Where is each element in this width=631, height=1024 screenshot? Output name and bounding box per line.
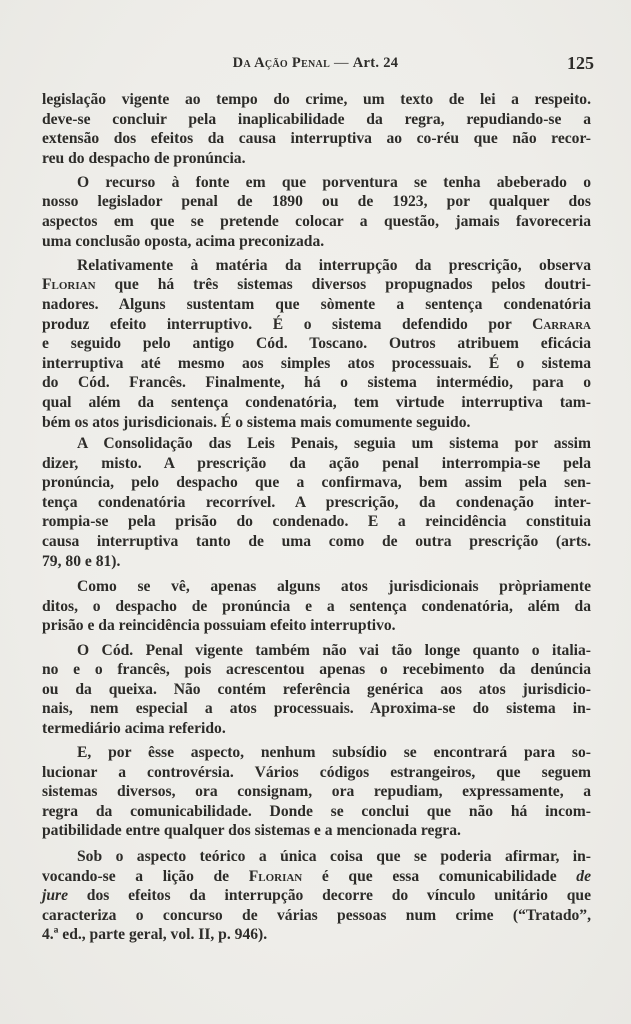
text-line: tença condenatória recorrível. A prescrição, da condenação inter- — [42, 493, 591, 511]
paragraph-8 — [42, 847, 591, 945]
text-line: nadores. Alguns sustentam que sòmente a sentença condenatória — [42, 295, 591, 313]
text-line: causa interruptiva tanto de uma como de outra prescrição (arts. — [42, 533, 591, 551]
text-line: patibilidade entre qualquer dos sistemas e a mencionada regra. — [42, 822, 461, 840]
latin-term: de — [576, 867, 591, 885]
author-name-florian: Florian — [42, 276, 96, 294]
text-line: deve-se concluir pela inaplicabilidade da regra, repudiando-se a — [42, 110, 591, 128]
text-line: no e o francês, pois acrescentou apenas o recebimento da denúncia — [42, 661, 591, 679]
text-line: lucionar a controvérsia. Vários códigos estrangeiros, que seguem — [42, 763, 591, 781]
text-line: aspectos em que se pretende colocar a questão, jamais favoreceria — [42, 213, 591, 231]
paragraph-1 — [42, 90, 591, 168]
paragraph-7 — [42, 743, 591, 841]
text-line: O Cód. Penal vigente também não vai tão longe quanto o italia- — [77, 641, 591, 659]
author-name-florian: Florian — [248, 867, 303, 885]
page-number: 125 — [567, 53, 594, 73]
latin-term: jure — [42, 887, 68, 905]
paragraph-5 — [42, 577, 591, 636]
text-line: A Consolidação das Leis Penais, seguia um sistema por assim — [77, 435, 591, 453]
paragraph-4 — [42, 434, 591, 571]
title-separator: — — [330, 55, 353, 71]
text-line: Relativamente à matéria da interrupção da prescrição, observa — [77, 256, 591, 274]
text-line: Sob o aspecto teórico a única coisa que se poderia afirmar, in- — [77, 847, 591, 865]
text-line: extensão dos efeitos da causa interruptiva ao co-réu que não recor- — [42, 130, 591, 148]
text-line: e seguido pelo antigo Cód. Toscano. Outros atribuem eficácia — [42, 335, 591, 353]
text-line: O recurso à fonte em que porventura se tenha abeberado o — [77, 173, 591, 191]
running-title — [0, 55, 631, 72]
text-line: ou da queixa. Não contém referência genérica aos atos jurisdicio- — [42, 680, 591, 698]
text-line: legislação vigente ao tempo do crime, um texto de lei a respeito. — [42, 91, 591, 108]
text-line: prisão e da reincidência possuiam efeito interruptivo. — [42, 617, 396, 635]
text-line: interruptiva até mesmo aos simples atos processuais. É o sistema — [42, 354, 591, 372]
text-line: bém os atos jurisdicionais. É o sistema mais comumente seguido. — [42, 413, 471, 431]
text-line: sistemas diversos, ora consignam, ora repudiam, expressamente, a — [42, 783, 591, 801]
text-line: 79, 80 e 81). — [42, 552, 121, 570]
body-text — [42, 90, 591, 945]
paragraph-2 — [42, 173, 591, 251]
text-line: caracteriza o concurso de várias pessoas num crime (“Tratado”, — [42, 906, 591, 924]
text-line: regra da comunicabilidade. Donde se conclui que não há incom- — [42, 802, 591, 820]
text-line: nosso legislador penal de 1890 ou de 1923, por qualquer dos — [42, 193, 591, 211]
text-line: do Cód. Francês. Finalmente, há o sistema intermédio, para o — [42, 374, 591, 392]
text-line: nais, nem especial a atos processuais. Aproxima-se do sistema in- — [42, 700, 591, 718]
text-line: E, por êsse aspecto, nenhum subsídio se encontrará para so- — [77, 744, 591, 761]
running-head — [0, 53, 631, 75]
text-line: pronúncia, pelo despacho que a confirmava, bem assim pela sen- — [42, 474, 591, 492]
article-reference: Art. 24 — [352, 55, 399, 71]
text-line: reu do despacho de pronúncia. — [42, 149, 246, 167]
text-line: rompia-se pela prisão do condenado. E a reincidência constituia — [42, 513, 591, 531]
text-line: 4.ª ed., parte geral, vol. II, p. 946). — [42, 926, 268, 944]
text-line: dizer, misto. A prescrição da ação penal interrompia-se pela — [42, 454, 591, 472]
text-line: Como se vê, apenas alguns atos jurisdicionais pròpriamente — [77, 578, 591, 596]
text-line: qual além da sentença condenatória, tem virtude interruptiva tam- — [42, 393, 591, 411]
text-line: vocando-se a lição de Florian é que essa comunicabilidade de — [42, 867, 591, 885]
text-line: uma conclusão oposta, acima preconizada. — [42, 232, 325, 250]
text-line: ditos, o despacho de pronúncia e a sentença condenatória, além da — [42, 597, 591, 615]
text-line: produz efeito interruptivo. É o sistema defendido por Carrara — [42, 315, 591, 333]
text-line: termediário acima referido. — [42, 719, 226, 737]
paragraph-6 — [42, 641, 591, 739]
paragraph-3 — [42, 256, 591, 432]
text-line: Florian que há três sistemas diversos propugnados pelos doutri- — [42, 276, 591, 294]
author-name-carrara: Carrara — [532, 315, 591, 333]
chapter-title: Da Ação Penal — [232, 55, 331, 71]
text-line: jure dos efeitos da interrupção decorre do vínculo unitário que — [42, 887, 591, 905]
